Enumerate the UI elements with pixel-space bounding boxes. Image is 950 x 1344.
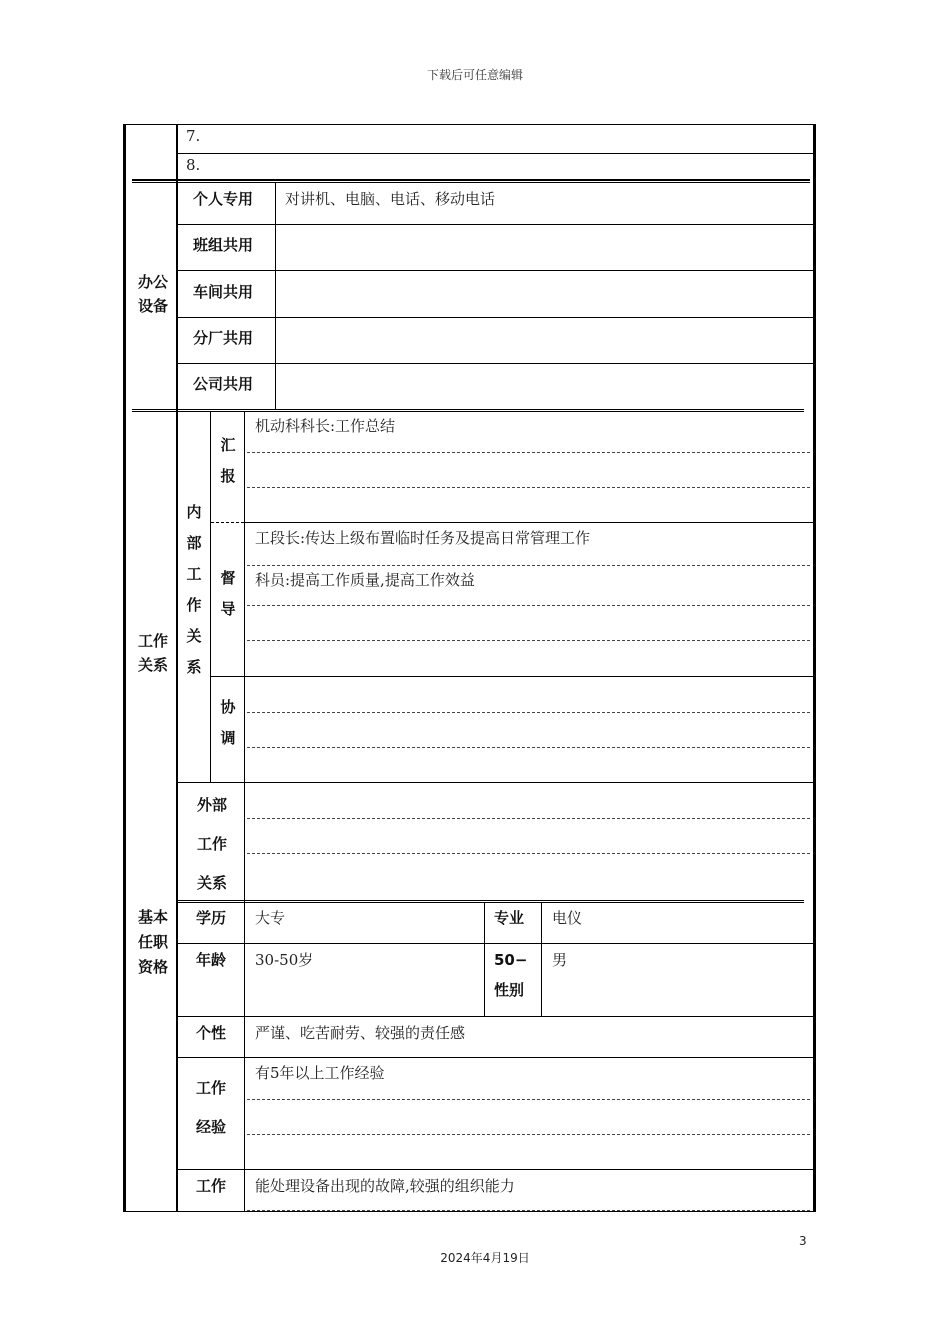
coordinate-label: 协调	[220, 698, 236, 747]
report-text: 机动科科长:工作总结	[255, 417, 396, 435]
office-label-personal: 个人专用	[193, 190, 254, 208]
item-8: 8.	[186, 156, 201, 174]
page-header-note: 下载后可任意编辑	[426, 68, 523, 82]
experience-label: 工作 经验	[196, 1079, 227, 1136]
gender-label: 50− 性别	[494, 951, 528, 999]
major-label: 专业	[494, 909, 525, 927]
office-value-personal: 对讲机、电脑、电话、移动电话	[285, 190, 496, 208]
ability-value: 能处理设备出现的故障,较强的组织能力	[255, 1177, 515, 1195]
experience-value: 有5年以上工作经验	[255, 1064, 385, 1082]
supervise-text-1: 工段长:传达上级布置临时任务及提高日常管理工作	[255, 529, 591, 547]
supervise-text-2: 科员:提高工作质量,提高工作效益	[255, 571, 475, 589]
internal-relations-label: 内部工作关系	[186, 503, 202, 676]
office-label-branch: 分厂共用	[193, 329, 254, 347]
office-label-workshop: 车间共用	[193, 283, 254, 301]
personality-label: 个性	[196, 1024, 227, 1042]
item-7: 7.	[186, 127, 201, 145]
education-label: 学历	[196, 909, 227, 927]
report-label: 汇报	[220, 436, 236, 485]
work-relations-title: 工作 关系	[137, 632, 168, 674]
office-label-team: 班组共用	[193, 236, 254, 254]
footer-date: 2024年4月19日	[440, 1251, 530, 1265]
age-value: 30-50岁	[255, 951, 314, 969]
age-label: 年龄	[196, 951, 227, 969]
external-relations-label: 外部 工作 关系	[196, 796, 227, 892]
qualifications-title: 基本 任职 资格	[137, 908, 168, 976]
ability-label: 工作	[196, 1177, 227, 1195]
page-number: 3	[799, 1234, 807, 1248]
office-label-company: 公司共用	[193, 375, 254, 393]
office-equipment-title: 办公 设备	[137, 273, 168, 315]
gender-value: 男	[552, 951, 568, 969]
supervise-label: 督导	[220, 569, 236, 618]
personality-value: 严谨、吃苦耐劳、较强的责任感	[255, 1024, 466, 1042]
education-value: 大专	[255, 909, 286, 927]
major-value: 电仪	[552, 909, 583, 927]
